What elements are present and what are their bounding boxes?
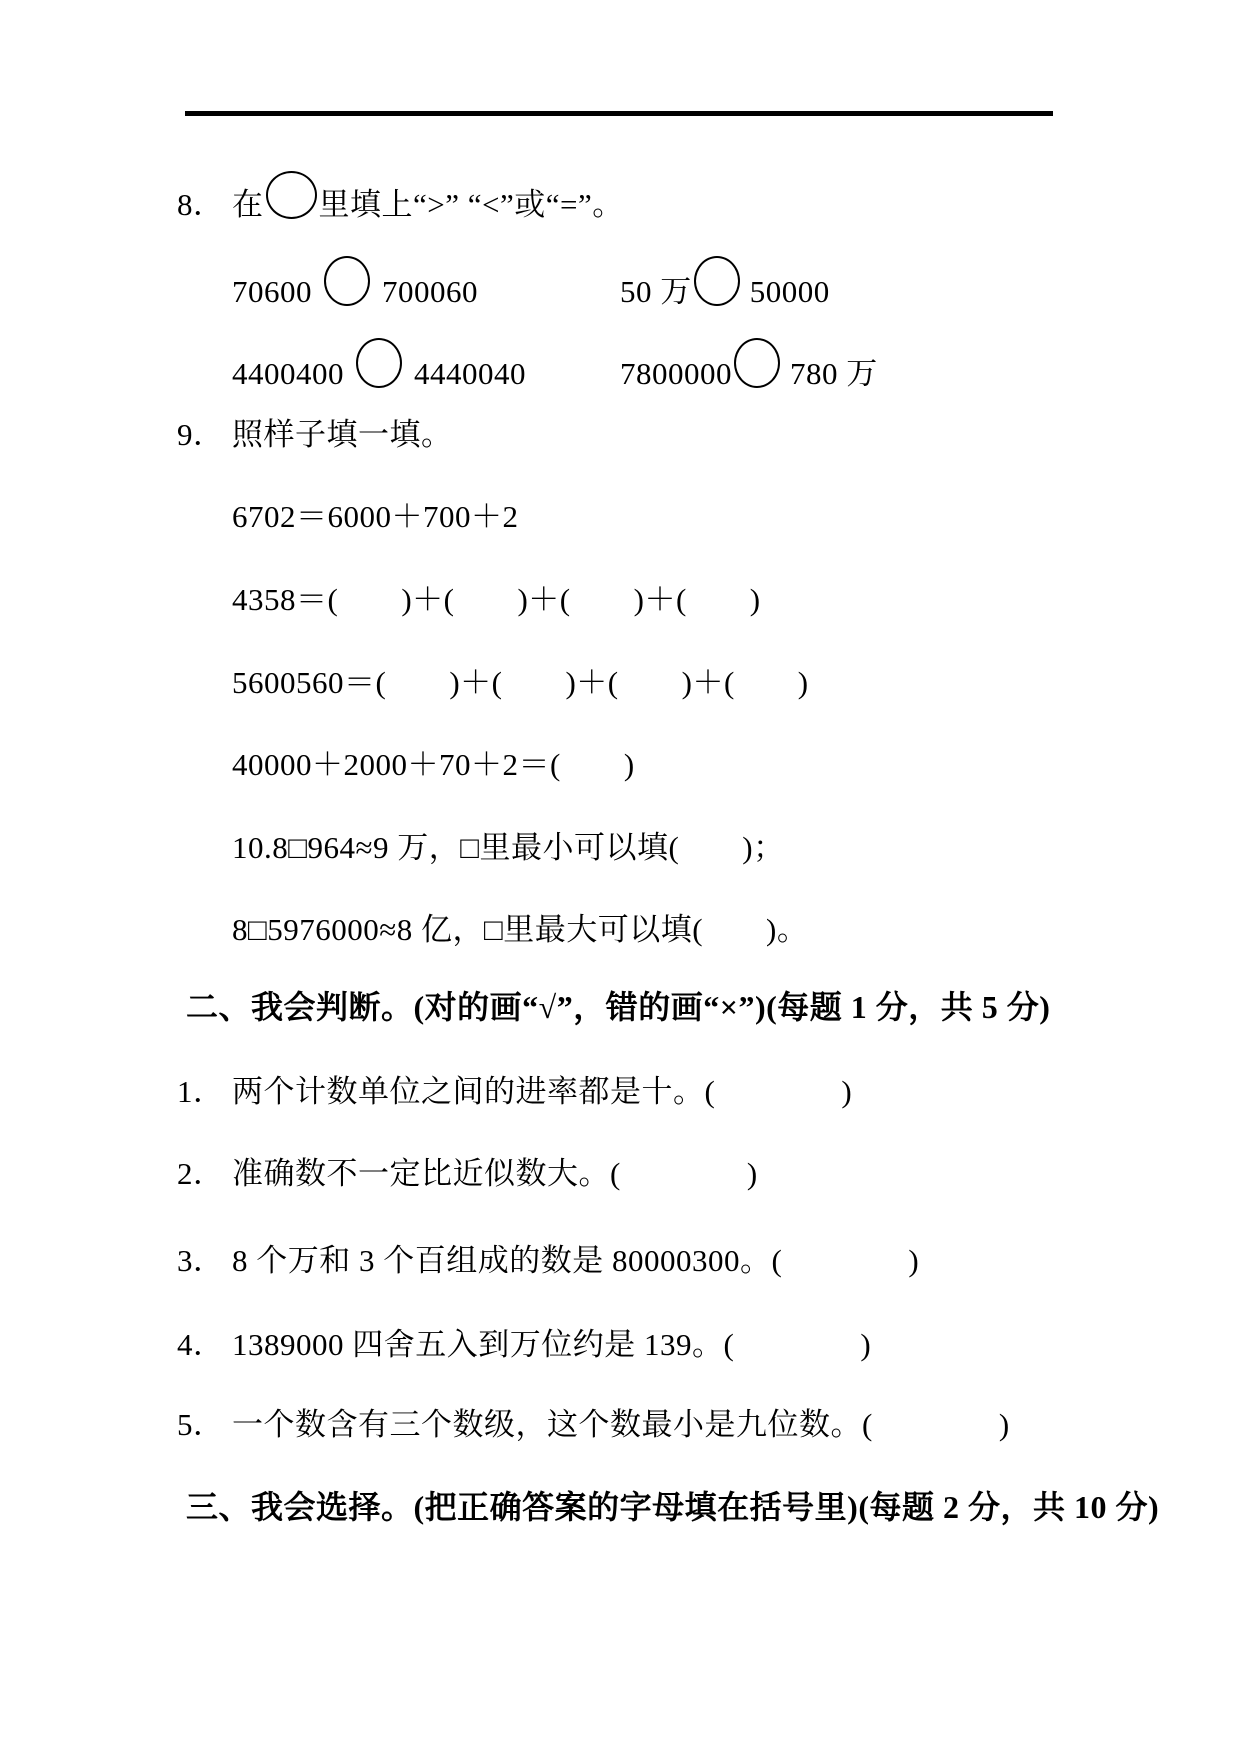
- judgment-item: [177, 1244, 919, 1278]
- compare-value: 50 万: [620, 274, 692, 309]
- compare-value: 50000: [749, 274, 830, 309]
- section-3-title: [186, 1490, 1159, 1524]
- judgment-item: [177, 1408, 1010, 1442]
- item-number: 5．: [177, 1407, 225, 1442]
- item-number: 4．: [177, 1327, 225, 1362]
- item-text: 8 个万和 3 个百组成的数是 80000300。( ): [232, 1243, 920, 1278]
- compare-value: 700060: [382, 274, 478, 309]
- question-8-header: [177, 171, 624, 222]
- compare-pair: [620, 256, 830, 309]
- q9-prompt: 照样子填一填。: [232, 417, 453, 452]
- q8-prompt-before: 在: [232, 187, 264, 222]
- question-9-header: [177, 418, 453, 452]
- q9-blank: 40000＋2000＋70＋2＝( ): [232, 747, 635, 782]
- q9-example-line: [232, 500, 519, 534]
- comparison-circle: [356, 338, 402, 388]
- comparison-circle: [324, 256, 370, 306]
- compare-value: 4400400: [232, 356, 344, 391]
- compare-value: 780 万: [790, 356, 878, 391]
- item-number: 1．: [177, 1074, 225, 1109]
- judgment-item: [177, 1157, 758, 1191]
- item-text: 准确数不一定比近似数大。( ): [232, 1156, 758, 1191]
- compare-value: 4440040: [414, 356, 526, 391]
- q10-text-2: 8□5976000≈8 亿，□里最大可以填( )。: [232, 912, 809, 947]
- item-number: 2．: [177, 1156, 225, 1191]
- question-8-number: 8．: [177, 187, 225, 222]
- q9-blank: 4358＝( )＋( )＋( )＋( ): [232, 582, 761, 617]
- section-3-title-text: 三、我会选择。(把正确答案的字母填在括号里)(每题 2 分，共 10 分): [186, 1489, 1160, 1525]
- q9-blank-line: [232, 748, 635, 782]
- q8-prompt-after: 里填上“>” “<”或“=”。: [318, 187, 624, 222]
- compare-pair: [232, 338, 526, 391]
- comparison-circle: [734, 338, 780, 388]
- item-number: 3．: [177, 1243, 225, 1278]
- compare-value: 7800000: [620, 356, 732, 391]
- judgment-item: [177, 1075, 852, 1109]
- q10-text-1: 10.8□964≈9 万，□里最小可以填( )；: [232, 830, 785, 865]
- compare-pair: [620, 338, 878, 391]
- q9-blank-line: [232, 583, 761, 617]
- compare-pair: [232, 256, 478, 309]
- compare-value: 70600: [232, 274, 312, 309]
- question-10-line-2: [232, 913, 808, 947]
- q9-blank-line: [232, 666, 809, 700]
- q9-blank: 5600560＝( )＋( )＋( )＋( ): [232, 665, 809, 700]
- q9-example: 6702＝6000＋700＋2: [232, 499, 519, 534]
- item-text: 1389000 四舍五入到万位约是 139。( ): [232, 1327, 872, 1362]
- question-10-line-1: [232, 831, 785, 865]
- item-text: 两个计数单位之间的进率都是十。( ): [232, 1074, 853, 1109]
- item-text: 一个数含有三个数级，这个数最小是九位数。( ): [232, 1407, 1010, 1442]
- section-2-title: [186, 990, 1050, 1024]
- question-9-number: 9．: [177, 417, 225, 452]
- section-2-title-text: 二、我会判断。(对的画“√”，错的画“×”)(每题 1 分，共 5 分): [186, 989, 1051, 1025]
- comparison-circle: [266, 171, 317, 219]
- comparison-circle: [694, 256, 740, 306]
- header-rule: [185, 111, 1053, 116]
- judgment-item: [177, 1328, 871, 1362]
